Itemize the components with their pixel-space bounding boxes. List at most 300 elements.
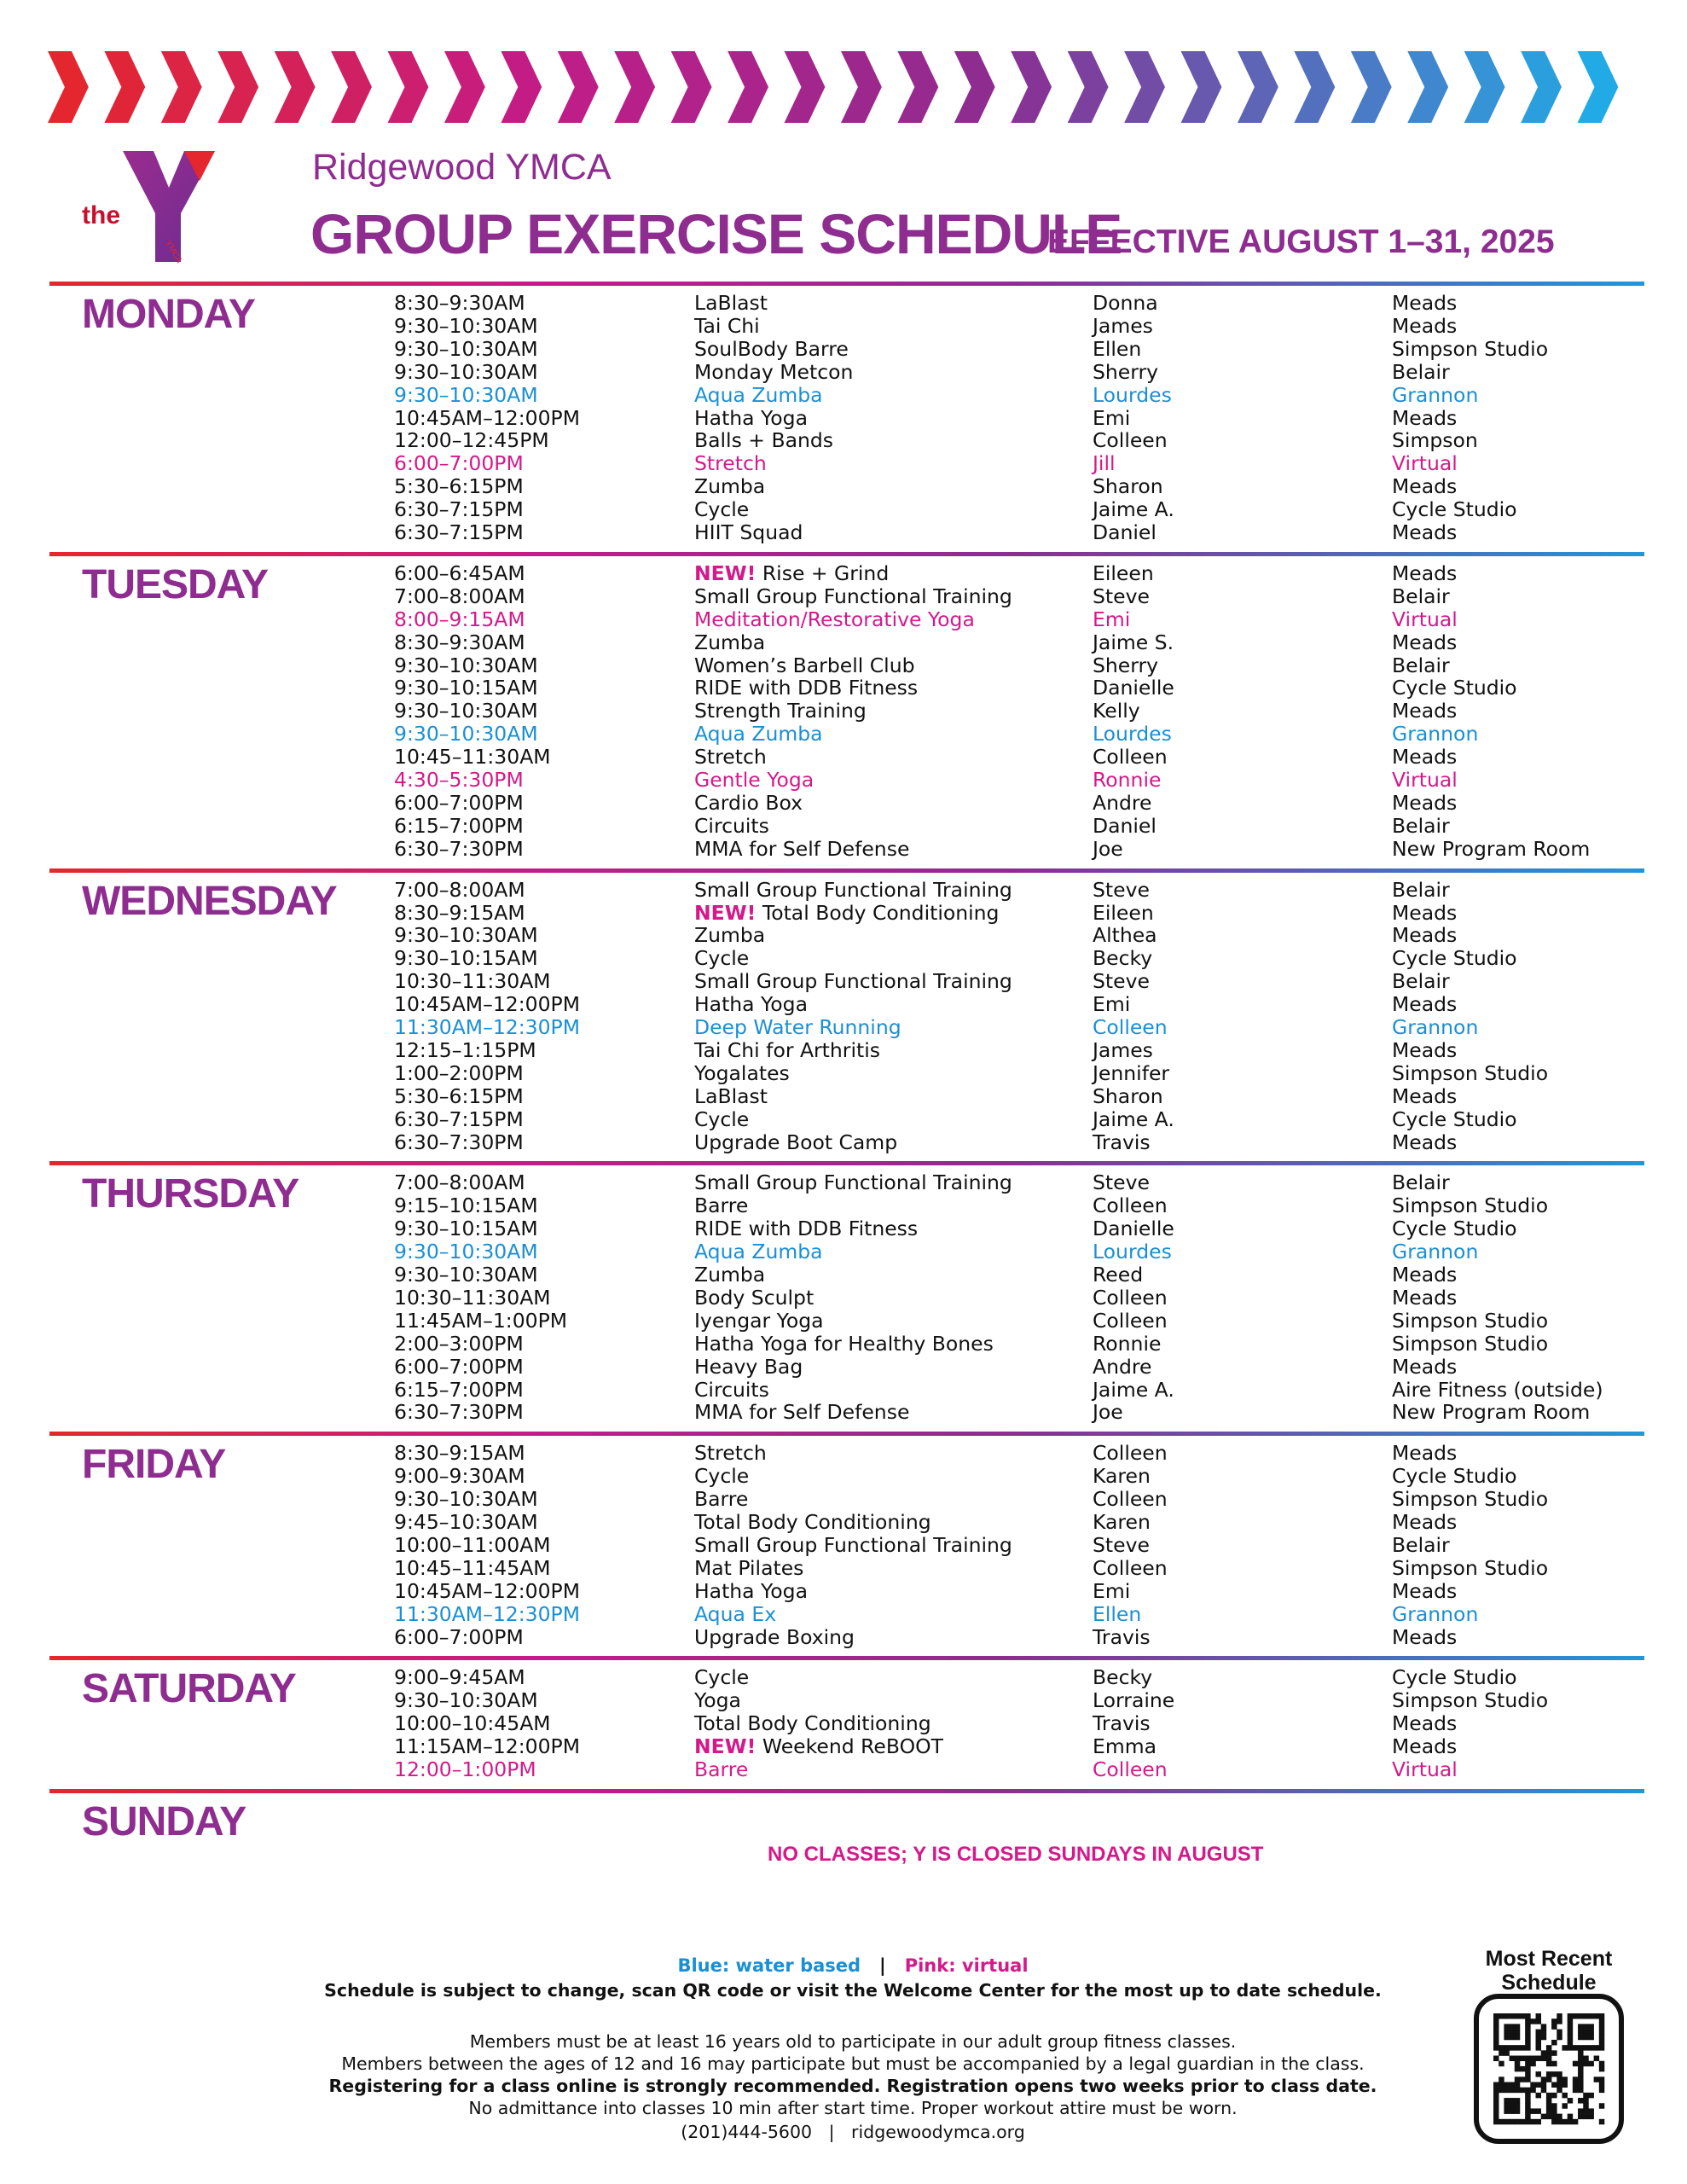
qr-module — [1551, 2114, 1557, 2119]
class-name — [694, 1580, 808, 1603]
qr-module — [1578, 2108, 1583, 2113]
class-location: Simpson Studio — [1392, 1555, 1549, 1580]
qr-module — [1525, 2103, 1530, 2108]
qr-module — [1493, 2040, 1499, 2045]
class-instructor: Jill — [1093, 451, 1116, 476]
class-location: Simpson — [1392, 428, 1478, 453]
qr-module — [1530, 2061, 1535, 2066]
class-name — [694, 1287, 814, 1310]
qr-module — [1510, 2035, 1515, 2040]
class-instructor: Emma — [1093, 1734, 1157, 1759]
class-name-text: Cycle — [694, 497, 750, 522]
qr-module — [1541, 2082, 1546, 2087]
class-name — [694, 1310, 824, 1333]
class-instructor: Ellen — [1093, 1601, 1142, 1626]
qr-module — [1510, 2024, 1515, 2029]
qr-module — [1493, 2045, 1499, 2050]
class-instructor: Jaime A. — [1093, 497, 1174, 522]
qr-module — [1525, 2040, 1530, 2045]
qr-module — [1499, 2045, 1504, 2050]
qr-module — [1546, 2056, 1551, 2061]
qr-module — [1588, 2114, 1593, 2119]
class-name — [694, 1108, 749, 1131]
class-name-text: HIIT Squad — [694, 520, 803, 544]
qr-module — [1536, 2056, 1541, 2061]
class-time: 1:00–2:00PM — [394, 1060, 524, 1085]
qr-module — [1588, 2024, 1593, 2029]
qr-module — [1525, 2066, 1530, 2071]
qr-module — [1583, 2114, 1588, 2119]
qr-module — [1583, 2093, 1588, 2098]
class-time: 6:15–7:00PM — [394, 813, 524, 838]
new-badge: NEW! — [694, 900, 757, 925]
qr-module — [1493, 2024, 1499, 2029]
class-name-text: Barre — [694, 1487, 749, 1512]
qr-module — [1510, 2088, 1515, 2093]
class-location: Meads — [1392, 900, 1458, 925]
qr-module — [1515, 2098, 1520, 2103]
qr-module — [1530, 2119, 1535, 2124]
class-instructor: Jaime S. — [1093, 630, 1174, 654]
class-time: 6:00–7:00PM — [394, 451, 524, 476]
class-instructor: Ronnie — [1093, 768, 1162, 792]
qr-module — [1551, 2024, 1557, 2029]
qr-module — [1546, 2050, 1551, 2055]
class-instructor: Colleen — [1093, 1194, 1168, 1218]
class-name — [694, 815, 769, 838]
class-location: Belair — [1392, 813, 1450, 838]
qr-module — [1504, 2024, 1509, 2029]
class-name — [694, 769, 814, 792]
class-time: 2:00–3:00PM — [394, 1331, 524, 1356]
class-instructor: Emi — [1093, 405, 1131, 430]
class-name — [694, 429, 833, 452]
class-time: 6:00–7:00PM — [394, 1624, 524, 1649]
qr-module — [1551, 2050, 1557, 2055]
qr-module — [1599, 2018, 1604, 2024]
qr-module — [1525, 2093, 1530, 2098]
class-instructor: Eileen — [1093, 900, 1154, 925]
class-name-text: Aqua Zumba — [694, 1240, 823, 1264]
class-instructor: Steve — [1093, 1170, 1150, 1195]
class-name — [694, 1039, 880, 1062]
class-instructor: Andre — [1093, 1354, 1152, 1379]
class-time: 10:45–11:45AM — [394, 1555, 551, 1580]
class-instructor: Colleen — [1093, 1308, 1168, 1333]
class-name — [694, 1379, 769, 1402]
qr-module — [1546, 2045, 1551, 2050]
class-name-text: Yoga — [694, 1688, 741, 1713]
class-name-text: Barre — [694, 1194, 749, 1218]
class-name-text: LaBlast — [694, 1083, 768, 1108]
qr-module — [1599, 2030, 1604, 2035]
qr-module — [1583, 2103, 1588, 2108]
class-instructor: Danielle — [1093, 1217, 1174, 1241]
class-location: Belair — [1392, 1532, 1450, 1557]
qr-module — [1525, 2071, 1530, 2077]
class-time: 7:00–8:00AM — [394, 1170, 525, 1195]
chevron-shape — [1521, 51, 1562, 123]
qr-module — [1504, 2050, 1509, 2055]
class-time: 9:30–10:30AM — [394, 1688, 538, 1713]
class-time: 10:30–11:30AM — [394, 1285, 551, 1310]
qr-module — [1515, 2066, 1520, 2071]
class-name-text: LaBlast — [694, 291, 768, 315]
chevron-shape — [954, 51, 995, 123]
page-title: GROUP EXERCISE SCHEDULE — [310, 202, 1122, 265]
class-time: 12:00–1:00PM — [394, 1757, 536, 1781]
class-location: Grannon — [1392, 382, 1479, 407]
chevron-shape — [558, 51, 599, 123]
class-name-text: MMA for Self Defense — [694, 836, 910, 861]
class-location: Virtual — [1392, 451, 1458, 476]
class-location: Cycle Studio — [1392, 676, 1517, 700]
qr-module — [1510, 2082, 1515, 2087]
class-location: New Program Room — [1392, 836, 1591, 861]
qr-module — [1583, 2045, 1588, 2050]
qr-module — [1520, 2088, 1525, 2093]
class-name-text: Total Body Conditioning — [762, 900, 1000, 925]
chevron-shape — [841, 51, 882, 123]
class-location: Belair — [1392, 653, 1450, 677]
class-name-text: Yogalates — [694, 1060, 790, 1085]
class-name — [694, 1333, 994, 1356]
qr-module — [1583, 2013, 1588, 2018]
class-name — [694, 475, 765, 498]
qr-module — [1520, 2077, 1525, 2082]
class-location: Simpson Studio — [1392, 1194, 1549, 1218]
class-instructor: Sharon — [1093, 474, 1163, 499]
class-name — [694, 1689, 741, 1712]
qr-module — [1562, 2103, 1567, 2108]
qr-module — [1578, 2088, 1583, 2093]
qr-module — [1562, 2119, 1567, 2124]
chevron-shape — [614, 51, 655, 123]
class-instructor: Colleen — [1093, 1015, 1168, 1039]
class-name-text: Circuits — [694, 813, 769, 838]
chevron-shape — [161, 51, 202, 123]
class-name-text: Hatha Yoga — [694, 405, 808, 430]
chevron-shape — [1011, 51, 1052, 123]
qr-code[interactable] — [1474, 1994, 1624, 2144]
class-location: Meads — [1392, 561, 1458, 585]
class-time: 6:30–7:30PM — [394, 836, 524, 861]
class-instructor: Travis — [1093, 1130, 1151, 1154]
qr-module — [1551, 2071, 1557, 2077]
class-location: Meads — [1392, 1624, 1458, 1649]
qr-module — [1599, 2103, 1604, 2108]
class-time: 6:00–7:00PM — [394, 1354, 524, 1379]
chevron-shape — [1294, 51, 1335, 123]
day-divider — [49, 282, 1644, 286]
chevron-shape — [785, 51, 826, 123]
class-name-text: Gentle Yoga — [694, 768, 815, 792]
qr-module — [1515, 2045, 1520, 2050]
qr-module — [1568, 2030, 1573, 2035]
class-time: 8:30–9:30AM — [394, 630, 525, 654]
class-name — [694, 723, 823, 746]
qr-module — [1588, 2108, 1593, 2113]
qr-module — [1515, 2013, 1520, 2018]
class-time: 6:30–7:15PM — [394, 1107, 524, 1131]
class-name-text: Cycle — [694, 1464, 750, 1489]
class-time: 9:30–10:15AM — [394, 676, 538, 700]
qr-module — [1573, 2119, 1578, 2124]
class-location: Aire Fitness (outside) — [1392, 1377, 1603, 1402]
class-time: 8:30–9:15AM — [394, 900, 525, 925]
qr-module — [1557, 2035, 1562, 2040]
class-location: Meads — [1392, 1734, 1458, 1759]
class-location: Grannon — [1392, 1240, 1479, 1264]
qr-module — [1530, 2088, 1535, 2093]
class-instructor: Colleen — [1093, 1757, 1168, 1781]
qr-module — [1551, 2103, 1557, 2108]
class-name — [694, 1666, 749, 1689]
class-instructor: Jaime A. — [1093, 1107, 1174, 1131]
class-location: Meads — [1392, 923, 1458, 948]
class-instructor: Colleen — [1093, 1285, 1168, 1310]
day-heading: FRIDAY — [82, 1442, 226, 1488]
class-time: 6:00–7:00PM — [394, 790, 524, 815]
qr-module — [1504, 2082, 1509, 2087]
chevron-shape — [501, 51, 542, 123]
new-badge: NEW! — [694, 1734, 757, 1759]
qr-module — [1583, 2035, 1588, 2040]
class-name-text: MMA for Self Defense — [694, 1400, 910, 1425]
qr-module — [1568, 2119, 1573, 2124]
qr-module — [1541, 2088, 1546, 2093]
class-name — [694, 792, 803, 815]
class-location: Meads — [1392, 1285, 1458, 1310]
class-name — [694, 1603, 776, 1626]
class-time: 10:45AM–12:00PM — [394, 1578, 580, 1603]
qr-module — [1499, 2050, 1504, 2055]
qr-module — [1504, 2030, 1509, 2035]
qr-module — [1546, 2071, 1551, 2077]
qr-module — [1530, 2056, 1535, 2061]
class-location: Cycle Studio — [1392, 1464, 1517, 1489]
qr-module — [1515, 2035, 1520, 2040]
class-location: Meads — [1392, 1441, 1458, 1466]
qr-module — [1499, 2088, 1504, 2093]
class-instructor: Kelly — [1093, 699, 1140, 723]
qr-module — [1493, 2082, 1499, 2087]
class-name — [694, 1263, 765, 1287]
class-name-text: Tai Chi — [694, 313, 760, 338]
class-time: 6:00–6:45AM — [394, 561, 525, 585]
qr-module — [1515, 2030, 1520, 2035]
class-instructor: James — [1093, 1037, 1153, 1062]
class-location: Meads — [1392, 405, 1458, 430]
class-instructor: Jaime A. — [1093, 1377, 1174, 1402]
class-name — [694, 498, 749, 521]
chevron-shape — [48, 51, 89, 123]
qr-module — [1541, 2056, 1546, 2061]
class-location: Cycle Studio — [1392, 946, 1517, 971]
qr-module — [1578, 2077, 1583, 2082]
class-name-text: Weekend ReBOOT — [762, 1734, 943, 1759]
logo-ymca-small: YMCA — [163, 239, 184, 265]
qr-label — [1464, 1947, 1634, 1995]
class-time: 8:30–9:30AM — [394, 291, 525, 315]
class-time: 6:15–7:00PM — [394, 1377, 524, 1402]
class-instructor: Karen — [1093, 1464, 1151, 1489]
day-heading: WEDNESDAY — [82, 878, 337, 924]
class-location: Meads — [1392, 1510, 1458, 1534]
class-name-text: Small Group Functional Training — [694, 1532, 1012, 1557]
qr-module — [1568, 2114, 1573, 2119]
qr-module — [1493, 2119, 1499, 2124]
class-location: Grannon — [1392, 1601, 1479, 1626]
qr-module — [1499, 2013, 1504, 2018]
class-time: 7:00–8:00AM — [394, 584, 525, 608]
class-instructor: Travis — [1093, 1711, 1151, 1736]
qr-module — [1551, 2040, 1557, 2045]
qr-module — [1525, 2108, 1530, 2113]
class-name-text: Circuits — [694, 1377, 769, 1402]
qr-module — [1557, 2013, 1562, 2018]
qr-module — [1551, 2119, 1557, 2124]
qr-module — [1557, 2071, 1562, 2077]
qr-module — [1583, 2056, 1588, 2061]
qr-module — [1578, 2035, 1583, 2040]
class-time: 11:45AM–1:00PM — [394, 1308, 568, 1333]
class-name — [694, 1442, 767, 1465]
class-location: Meads — [1392, 1578, 1458, 1603]
qr-module — [1599, 2045, 1604, 2050]
chevron-shape — [728, 51, 768, 123]
chevron-shape — [444, 51, 485, 123]
class-time: 6:30–7:30PM — [394, 1400, 524, 1425]
qr-module — [1525, 2024, 1530, 2029]
class-name — [694, 1626, 855, 1649]
qr-module — [1493, 2103, 1499, 2108]
class-time: 9:30–10:30AM — [394, 336, 538, 361]
qr-module — [1551, 2018, 1557, 2024]
class-name-text: Cycle — [694, 946, 750, 971]
class-name — [694, 947, 749, 970]
qr-module — [1573, 2045, 1578, 2050]
class-time: 10:00–10:45AM — [394, 1711, 551, 1736]
chevron-shape — [897, 51, 938, 123]
qr-module — [1520, 2013, 1525, 2018]
qr-module — [1546, 2098, 1551, 2103]
qr-module — [1578, 2098, 1583, 2103]
qr-module — [1557, 2030, 1562, 2035]
day-divider — [49, 1432, 1644, 1436]
class-location: Meads — [1392, 630, 1458, 654]
class-name-text: Meditation/Restorative Yoga — [694, 607, 975, 631]
qr-module — [1510, 2119, 1515, 2124]
qr-module — [1546, 2114, 1551, 2119]
class-name-text: Heavy Bag — [694, 1354, 803, 1379]
class-name — [694, 1217, 918, 1240]
class-name — [694, 1401, 909, 1424]
qr-module — [1583, 2108, 1588, 2113]
chevron-shape — [388, 51, 429, 123]
day-heading: MONDAY — [82, 292, 255, 337]
class-time: 9:15–10:15AM — [394, 1194, 538, 1218]
class-instructor: Danielle — [1093, 676, 1174, 700]
class-instructor: Sherry — [1093, 359, 1159, 384]
class-name-text: Small Group Functional Training — [694, 877, 1012, 902]
qr-module — [1578, 2024, 1583, 2029]
day-heading: SUNDAY — [82, 1798, 246, 1844]
class-name — [694, 1511, 931, 1534]
qr-module — [1493, 2108, 1499, 2113]
qr-module — [1536, 2108, 1541, 2113]
qr-module — [1530, 2082, 1535, 2087]
class-time: 10:45–11:30AM — [394, 745, 551, 770]
qr-module — [1568, 2035, 1573, 2040]
qr-module — [1515, 2103, 1520, 2108]
qr-module — [1515, 2082, 1520, 2087]
qr-module — [1536, 2045, 1541, 2050]
qr-module — [1493, 2013, 1499, 2018]
day-heading: SATURDAY — [82, 1666, 296, 1712]
qr-module — [1578, 2071, 1583, 2077]
class-instructor: Ellen — [1093, 336, 1142, 361]
class-instructor: Colleen — [1093, 745, 1168, 770]
class-name-text: Aqua Ex — [694, 1601, 777, 1626]
qr-module — [1510, 2013, 1515, 2018]
class-name — [694, 879, 1012, 902]
class-instructor: Emi — [1093, 607, 1131, 631]
qr-module — [1515, 2056, 1520, 2061]
qr-module — [1541, 2030, 1546, 2035]
qr-module — [1562, 2045, 1567, 2050]
class-name-text: Iyengar Yoga — [694, 1308, 824, 1333]
class-instructor: James — [1093, 313, 1153, 338]
class-name — [694, 654, 915, 677]
qr-module — [1515, 2088, 1520, 2093]
qr-module — [1578, 2050, 1583, 2055]
age-requirement: Members must be at least 16 years old to participate in our adult group fitness classes. — [469, 2031, 1237, 2052]
qr-module — [1520, 2119, 1525, 2124]
class-location: Cycle Studio — [1392, 1217, 1517, 1241]
class-name — [694, 1712, 931, 1735]
qr-module — [1578, 2045, 1583, 2050]
qr-module — [1510, 2098, 1515, 2103]
qr-module — [1599, 2066, 1604, 2071]
qr-module — [1525, 2013, 1530, 2018]
class-name — [694, 700, 867, 723]
qr-module — [1594, 2013, 1599, 2018]
class-instructor: Steve — [1093, 584, 1150, 608]
qr-module — [1525, 2035, 1530, 2040]
qr-module — [1504, 2103, 1509, 2108]
class-name-text: Hatha Yoga — [694, 992, 808, 1017]
class-time: 10:45AM–12:00PM — [394, 405, 580, 430]
class-instructor: Colleen — [1093, 428, 1168, 453]
class-name-text: Zumba — [694, 630, 766, 654]
day-divider — [49, 1789, 1644, 1793]
class-name-text: Total Body Conditioning — [694, 1510, 931, 1534]
class-location: Grannon — [1392, 1015, 1479, 1039]
class-location: Belair — [1392, 359, 1450, 384]
qr-module — [1551, 2093, 1557, 2098]
class-time: 9:30–10:15AM — [394, 946, 538, 971]
class-instructor: Althea — [1093, 923, 1157, 948]
day-heading: THURSDAY — [82, 1171, 299, 1217]
class-location: Meads — [1392, 1711, 1458, 1736]
class-location: Belair — [1392, 584, 1450, 608]
class-instructor: Donna — [1093, 291, 1158, 315]
class-time: 9:00–9:45AM — [394, 1665, 525, 1690]
class-location: Meads — [1392, 745, 1458, 770]
class-location: Grannon — [1392, 722, 1479, 746]
class-instructor: Lourdes — [1093, 722, 1172, 746]
